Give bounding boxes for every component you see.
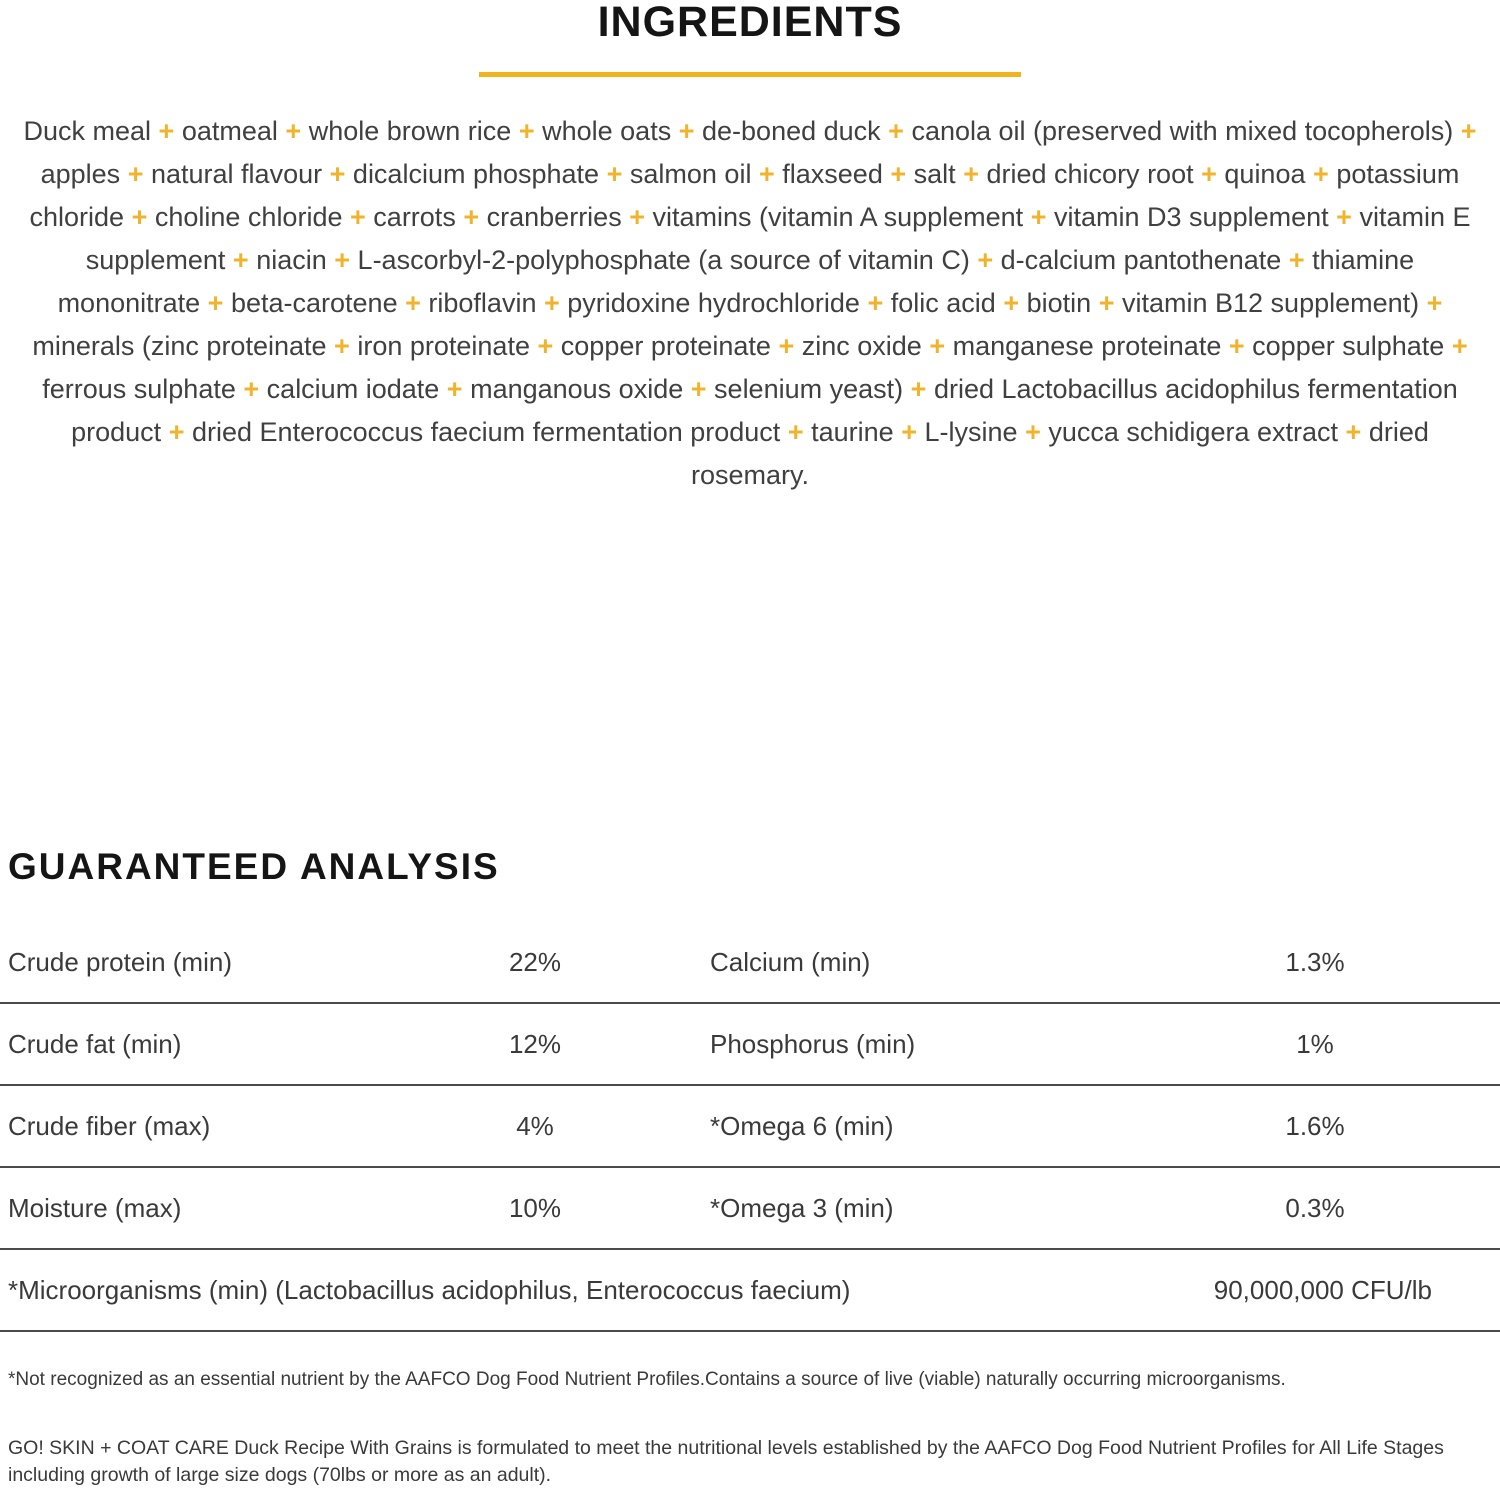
ingredient-item: dried rosemary. <box>690 417 1429 490</box>
plus-separator: + <box>1201 159 1217 189</box>
analysis-value: 90,000,000 CFU/lb <box>1213 1274 1432 1305</box>
ingredient-item: dried chicory root <box>986 159 1194 189</box>
ingredient-item: flaxseed <box>782 159 883 189</box>
ingredient-item: manganese proteinate <box>952 331 1222 361</box>
ingredient-item: biotin <box>1026 288 1092 318</box>
plus-separator: + <box>405 288 421 318</box>
analysis-label: Crude fat (min) <box>8 1028 182 1059</box>
plus-separator: + <box>285 116 302 146</box>
ingredient-item: oatmeal <box>181 116 278 146</box>
plus-separator: + <box>1345 417 1362 447</box>
plus-separator: + <box>778 331 795 361</box>
analysis-value: 0.3% <box>1285 1192 1345 1223</box>
ingredient-item: whole brown rice <box>308 116 512 146</box>
ingredient-item: beta-carotene <box>230 288 398 318</box>
analysis-value: 10% <box>508 1192 562 1223</box>
ingredient-item: L-ascorbyl-2-polyphosphate (a source of vitamin C) <box>357 245 970 275</box>
ingredient-item: copper proteinate <box>560 331 771 361</box>
analysis-row <box>0 1004 1500 1086</box>
plus-separator: + <box>350 202 366 232</box>
ingredient-item: whole oats <box>542 116 672 146</box>
plus-separator: + <box>446 374 463 404</box>
ingredient-item: d-calcium pantothenate <box>1000 245 1282 275</box>
ingredient-item: copper sulphate <box>1252 331 1445 361</box>
analysis-value: 22% <box>508 946 562 977</box>
analysis-label: Calcium (min) <box>710 946 871 977</box>
plus-separator: + <box>758 159 775 189</box>
plus-separator: + <box>1030 202 1047 232</box>
ingredient-item: niacin <box>256 245 327 275</box>
ingredient-item: minerals (zinc proteinate <box>32 331 327 361</box>
plus-separator: + <box>690 374 707 404</box>
title-underline <box>479 72 1021 77</box>
analysis-footnote: *Not recognized as an essential nutrient by the AAFCO Dog Food Nutrient Profiles.Contains a source of live (viable) naturally occurring microorganisms. <box>8 1369 1286 1390</box>
plus-separator: + <box>929 331 946 361</box>
plus-separator: + <box>1451 331 1468 361</box>
guaranteed-analysis-section <box>0 846 1500 1489</box>
ingredient-item: vitamin D3 supplement <box>1054 202 1329 232</box>
plus-separator: + <box>334 331 350 361</box>
ingredient-item: choline chloride <box>154 202 343 232</box>
ingredient-item: natural flavour <box>151 159 323 189</box>
ingredient-item: dried Lactobacillus acidophilus fermentation product <box>71 374 1458 447</box>
plus-separator: + <box>334 245 351 275</box>
plus-separator: + <box>463 202 480 232</box>
analysis-value: 4% <box>516 1110 554 1141</box>
ingredient-item: ferrous sulphate <box>42 374 236 404</box>
plus-separator: + <box>158 116 175 146</box>
plus-separator: + <box>901 417 917 447</box>
analysis-label: *Microorganisms (min) (Lactobacillus acidophilus, Enterococcus faecium) <box>8 1274 851 1305</box>
plus-separator: + <box>131 202 148 232</box>
plus-separator: + <box>1288 245 1305 275</box>
analysis-value: 12% <box>508 1028 562 1059</box>
analysis-table <box>0 922 1500 1332</box>
ingredient-item: folic acid <box>890 288 996 318</box>
plus-separator: + <box>168 417 185 447</box>
ingredient-item: vitamins (vitamin A supplement <box>652 202 1024 232</box>
analysis-label: Crude protein (min) <box>8 946 232 977</box>
plus-separator: + <box>606 159 623 189</box>
plus-separator: + <box>207 288 224 318</box>
analysis-value: 1% <box>1296 1028 1334 1059</box>
ingredient-item: manganous oxide <box>470 374 684 404</box>
plus-separator: + <box>629 202 645 232</box>
ingredient-item: thiamine mononitrate <box>57 245 1415 318</box>
aafco-statement: GO! SKIN + COAT CARE Duck Recipe With Grains is formulated to meet the nutritional levels established by the AAFCO Dog Food Nutrient Profiles for All Life Stages including growth of large size dogs (70lbs or more as an adult). <box>8 1437 1444 1486</box>
analysis-label: Moisture (max) <box>8 1192 182 1223</box>
plus-separator: + <box>1228 331 1245 361</box>
ingredient-item: canola oil (preserved with mixed tocopherols) <box>911 116 1454 146</box>
analysis-label: Phosphorus (min) <box>710 1028 916 1059</box>
ingredient-item: selenium yeast) <box>714 374 904 404</box>
plus-separator: + <box>890 159 907 189</box>
analysis-row-microorganisms <box>0 1250 1500 1332</box>
plus-separator: + <box>329 159 346 189</box>
plus-separator: + <box>518 116 535 146</box>
ingredient-item: salmon oil <box>629 159 752 189</box>
ingredient-item: vitamin E supplement <box>85 202 1471 275</box>
analysis-value: 1.6% <box>1285 1110 1345 1141</box>
analysis-value: 1.3% <box>1285 946 1345 977</box>
ingredient-item: potassium chloride <box>29 159 1460 232</box>
plus-separator: + <box>678 116 695 146</box>
analysis-row <box>0 922 1500 1004</box>
plus-separator: + <box>1098 288 1115 318</box>
plus-separator: + <box>867 288 884 318</box>
ingredient-item: de-boned duck <box>702 116 881 146</box>
plus-separator: + <box>537 331 554 361</box>
plus-separator: + <box>243 374 260 404</box>
plus-separator: + <box>1426 288 1443 318</box>
guaranteed-analysis-title: GUARANTEED ANALYSIS <box>8 846 500 887</box>
plus-separator: + <box>1003 288 1020 318</box>
ingredient-item: dicalcium phosphate <box>352 159 600 189</box>
plus-separator: + <box>963 159 979 189</box>
plus-separator: + <box>232 245 249 275</box>
analysis-label: Crude fiber (max) <box>8 1110 211 1141</box>
plus-separator: + <box>1336 202 1352 232</box>
plus-separator: + <box>977 245 994 275</box>
ingredient-item: riboflavin <box>428 288 537 318</box>
ingredient-item: taurine <box>811 417 894 447</box>
ingredient-item: apples <box>40 159 121 189</box>
plus-separator: + <box>1460 116 1477 146</box>
plus-separator: + <box>127 159 144 189</box>
plus-separator: + <box>1025 417 1041 447</box>
ingredient-item: yucca schidigera extract <box>1048 417 1338 447</box>
ingredient-item: calcium iodate <box>266 374 440 404</box>
analysis-label: *Omega 6 (min) <box>710 1110 894 1141</box>
plus-separator: + <box>787 417 804 447</box>
plus-separator: + <box>888 116 904 146</box>
plus-separator: + <box>1313 159 1329 189</box>
plus-separator: + <box>543 288 560 318</box>
ingredient-item: L-lysine <box>924 417 1018 447</box>
analysis-row <box>0 1086 1500 1168</box>
ingredient-item: Duck meal <box>23 116 152 146</box>
ingredient-item: quinoa <box>1224 159 1306 189</box>
analysis-label: *Omega 3 (min) <box>710 1192 894 1223</box>
ingredient-item: zinc oxide <box>801 331 922 361</box>
analysis-row <box>0 1168 1500 1250</box>
ingredients-text <box>4 110 1496 497</box>
ingredient-item: salt <box>913 159 956 189</box>
ingredient-item: cranberries <box>486 202 622 232</box>
ingredient-item: carrots <box>373 202 456 232</box>
ingredients-title: INGREDIENTS <box>597 0 903 46</box>
plus-separator: + <box>910 374 927 404</box>
ingredient-item: vitamin B12 supplement) <box>1121 288 1420 318</box>
ingredient-item: iron proteinate <box>357 331 530 361</box>
ingredient-item: dried Enterococcus faecium fermentation product <box>192 417 781 447</box>
ingredient-item: pyridoxine hydrochloride <box>567 288 860 318</box>
